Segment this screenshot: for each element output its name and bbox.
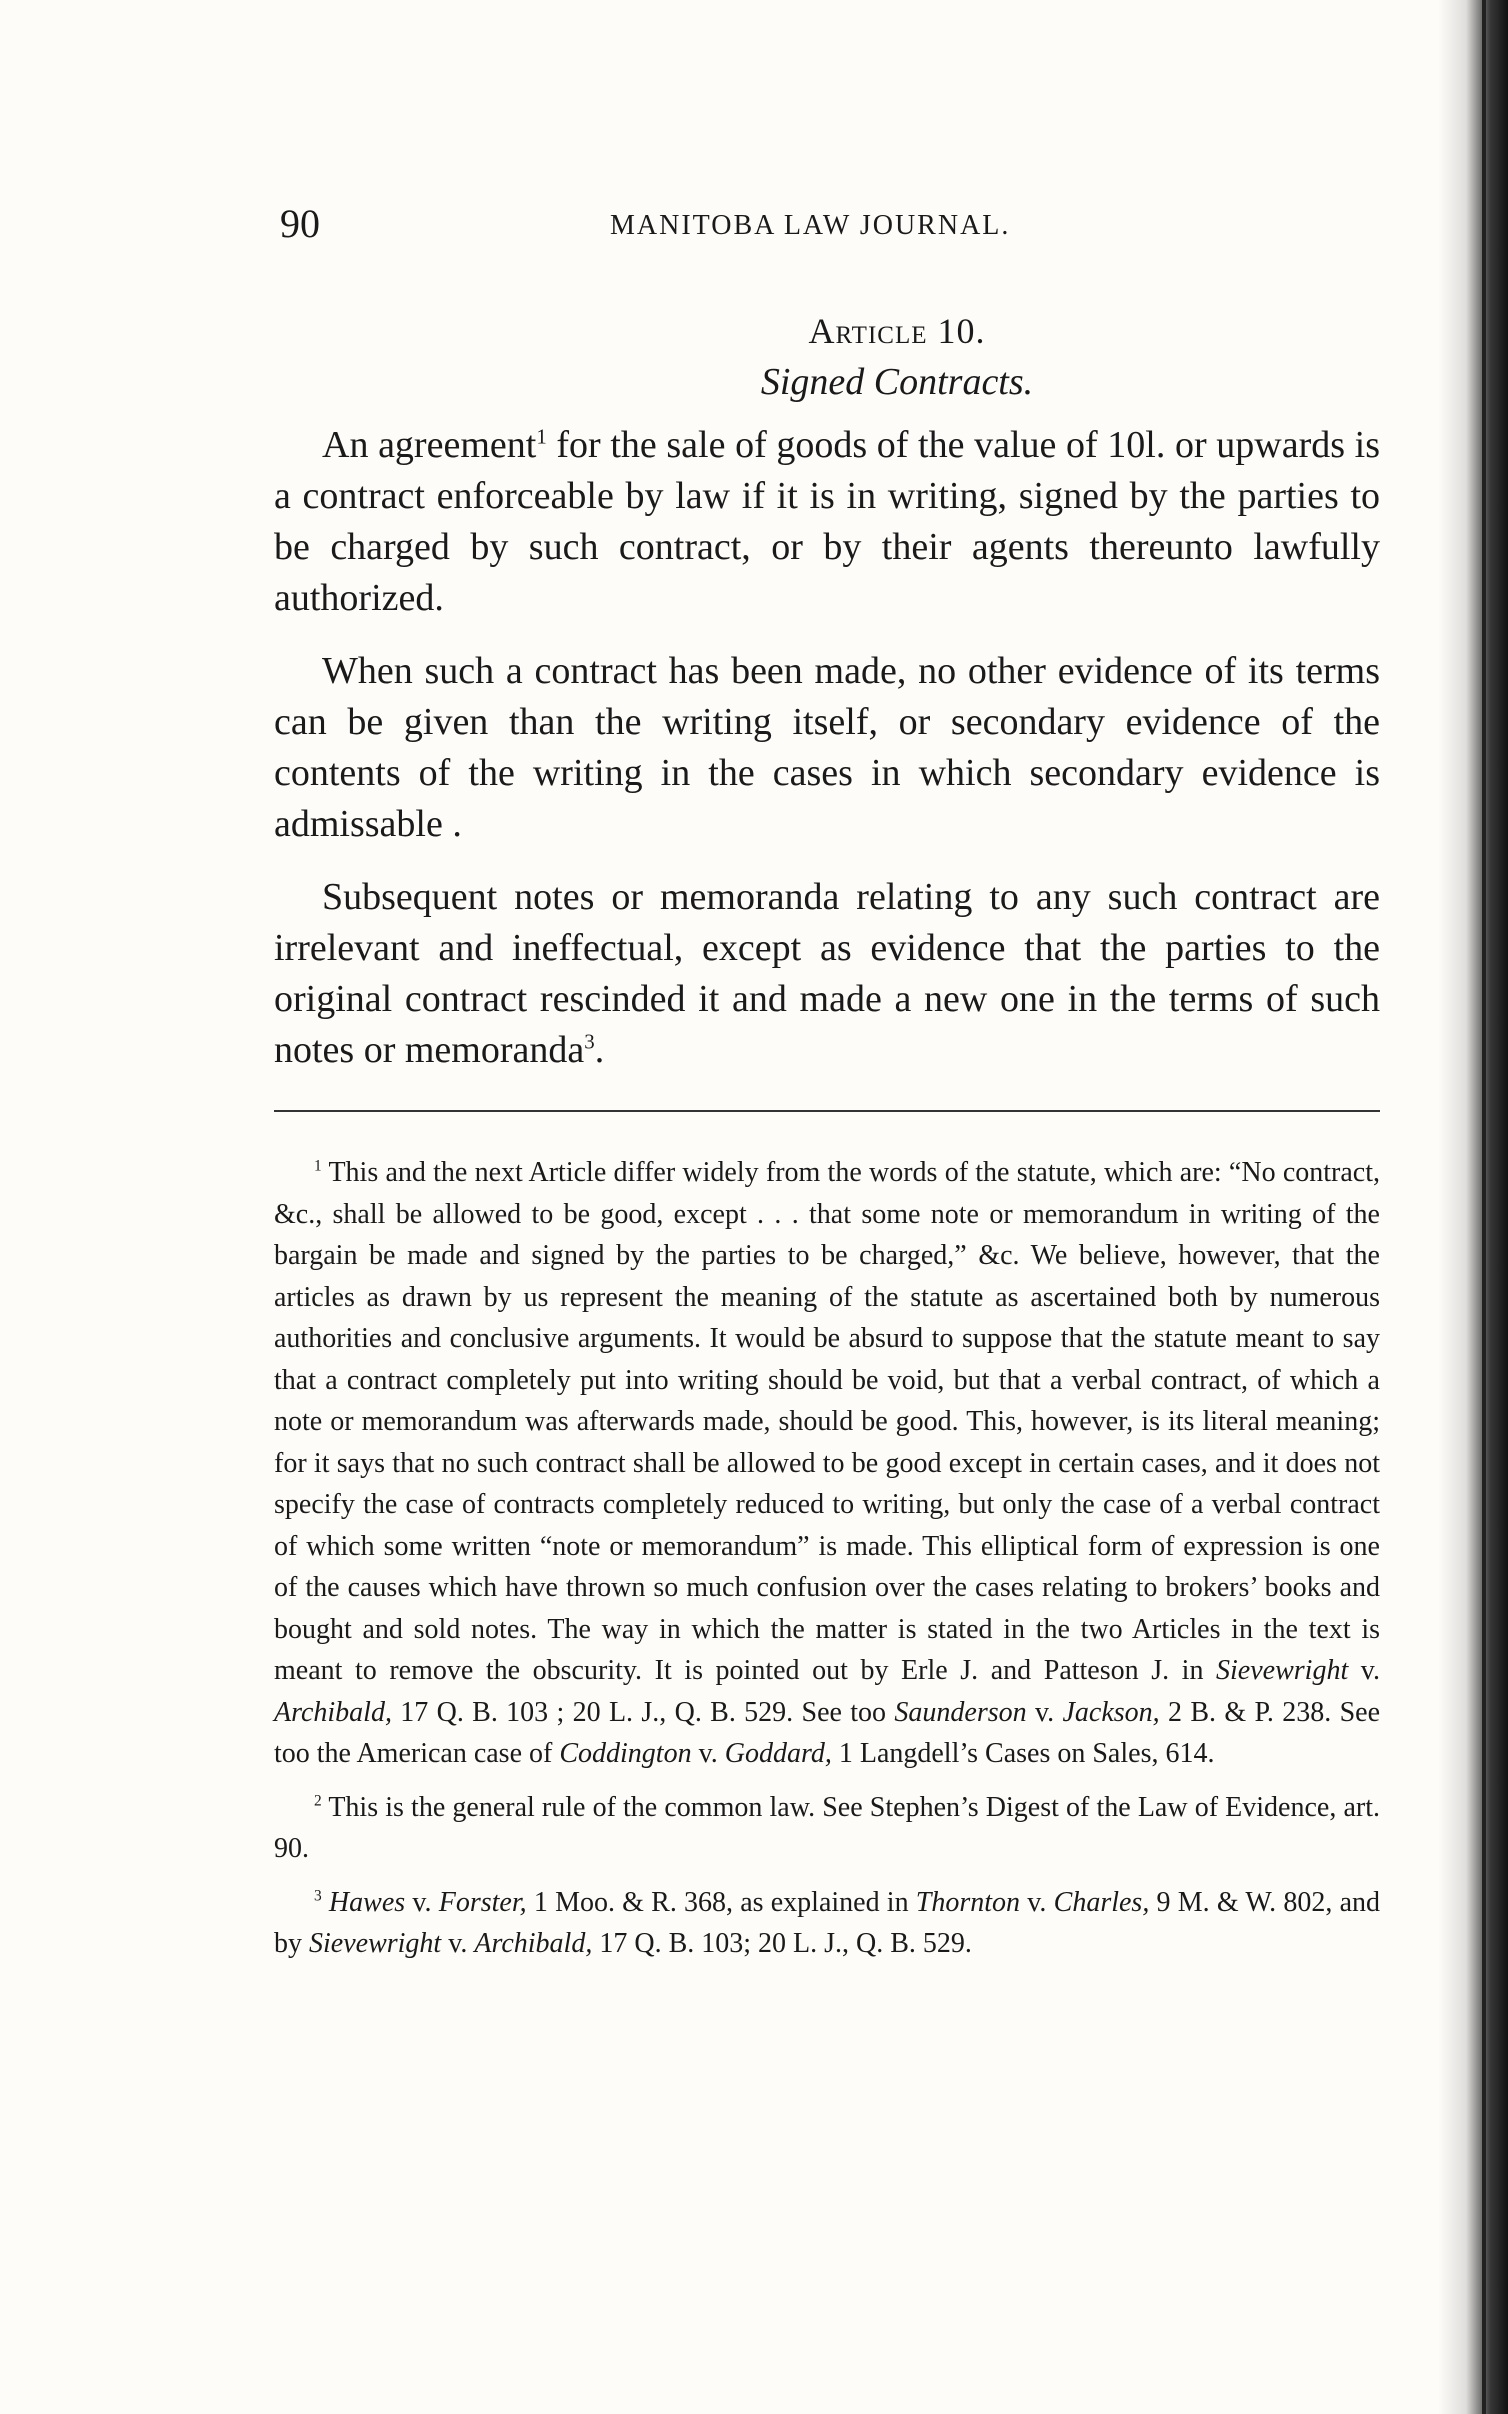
- paragraph-3: [274, 872, 1380, 1076]
- running-head: [274, 190, 1380, 260]
- footnote-ref-3: 3: [584, 1029, 595, 1054]
- footnote-3-text: v.: [405, 1886, 439, 1918]
- footnote-2-mark: 2: [314, 1792, 322, 1810]
- case-name: Archibald,: [274, 1696, 392, 1728]
- case-name: Sievewright: [1216, 1655, 1349, 1686]
- case-name: Coddington: [559, 1738, 692, 1769]
- footnote-3-text: 17 Q. B. 103; 20 L. J., Q. B. 529.: [592, 1928, 972, 1959]
- page-number: 90: [280, 201, 320, 246]
- page-edge-line: [1482, 0, 1486, 2414]
- footnote-rule: [274, 1110, 1380, 1112]
- footnote-1-text: v.: [691, 1738, 725, 1769]
- footnote-1: [274, 1152, 1380, 1775]
- article-subtitle: Signed Contracts.: [760, 361, 1034, 403]
- case-name: Goddard,: [724, 1738, 832, 1769]
- footnote-3-text: 9 M. & W. 802, and by: [274, 1886, 1381, 1959]
- paragraph-2: When such a contract has been made, no other evidence of its terms can be given than the writing itself, or secondary evidence of the contents of the writing in the cases in which secondary evidence is admissable .: [274, 650, 1380, 845]
- footnote-1-text: 2 B. & P. 238. See too the American case of: [274, 1696, 1381, 1769]
- footnotes: [274, 1152, 1380, 1965]
- page-edge-shadow: [1438, 0, 1508, 2414]
- footnote-1-text: v.: [1026, 1696, 1063, 1728]
- footnote-2: [274, 1787, 1380, 1870]
- footnote-1-text: 17 Q. B. 103 ; 20 L. J., Q. B. 529. See too: [391, 1696, 895, 1728]
- footnote-1-text: 1 Langdell’s Cases on Sales, 614.: [831, 1738, 1215, 1769]
- paragraph-3-text-b: .: [594, 1029, 605, 1071]
- paragraph-1-text-b: for the sale of goods of the value of 10l. or upwards is a contract enforceable by law if it is in writing, signed by the parties to be charged by such contract, or by their agents thereunto lawfully authorized.: [274, 424, 1380, 619]
- paragraph-1: [274, 420, 1380, 624]
- case-name: Sievewright: [309, 1928, 442, 1959]
- case-name: Charles,: [1053, 1886, 1150, 1918]
- journal-title: MANITOBA LAW JOURNAL.: [610, 210, 1011, 241]
- footnote-3-text: v.: [1020, 1886, 1054, 1918]
- footnote-ref-1: 1: [536, 424, 547, 449]
- page: [274, 190, 1380, 1977]
- case-name: Archibald,: [474, 1928, 593, 1959]
- case-name: Saunderson: [894, 1696, 1027, 1728]
- case-name: Hawes: [328, 1886, 406, 1918]
- footnote-2-text: This is the general rule of the common law. See Stephen’s Digest of the Law of Evidence, art. 90.: [274, 1791, 1380, 1864]
- case-name: Jackson,: [1062, 1696, 1160, 1728]
- footnote-3-text: v.: [441, 1928, 475, 1959]
- paragraph-3-text-a: Subsequent notes or memoranda relating to any such contract are irrelevant and ineffectual, except as evidence that the parties to the original contract rescinded it and made a new one in the terms of such notes or memoranda: [274, 876, 1380, 1071]
- footnote-3-mark: 3: [314, 1887, 322, 1905]
- paragraph-1-text-a: An agreement: [322, 424, 537, 466]
- footnote-3-text: 1 Moo. & R. 368, as explained in: [526, 1886, 916, 1918]
- footnote-1-text: This and the next Article differ widely from the words of the statute, which are: “No contract, &c., shall be allowed to be good, except . . . that some note or memorandum in writing of the bargain be made and signed by the parties to be charged,” &c. We believe, however, that the articles as drawn by us represent the meaning of the statute as ascertained both by numerous authorities and conclusive arguments. It would be absurd to suppose that the statute meant to say that a contract completely put into writing should be void, but that a verbal contract, of which a note or memorandum was afterwards made, should be good. This, however, is its literal meaning; for it says that no such contract shall be allowed to be good except in certain cases, and it does not specify the case of contracts completely reduced to writing, but only the case of a verbal contract of which some written “note or memorandum” is made. This elliptical form of expression is one of the causes which have thrown so much confusion over the cases relating to brokers’ books and bought and sold notes. The way in which the matter is stated in the two Articles in the text is meant to remove the obscurity. It is pointed out by Erle J. and Patteson J. in: [274, 1157, 1380, 1686]
- article-body: [274, 420, 1380, 1076]
- footnote-1-text: v.: [1348, 1655, 1380, 1686]
- footnote-3: [274, 1882, 1380, 1965]
- case-name: Forster,: [438, 1886, 527, 1918]
- case-name: Thornton: [915, 1886, 1021, 1918]
- article-heading: Article 10.: [808, 311, 986, 351]
- footnote-1-mark: 1: [314, 1157, 322, 1175]
